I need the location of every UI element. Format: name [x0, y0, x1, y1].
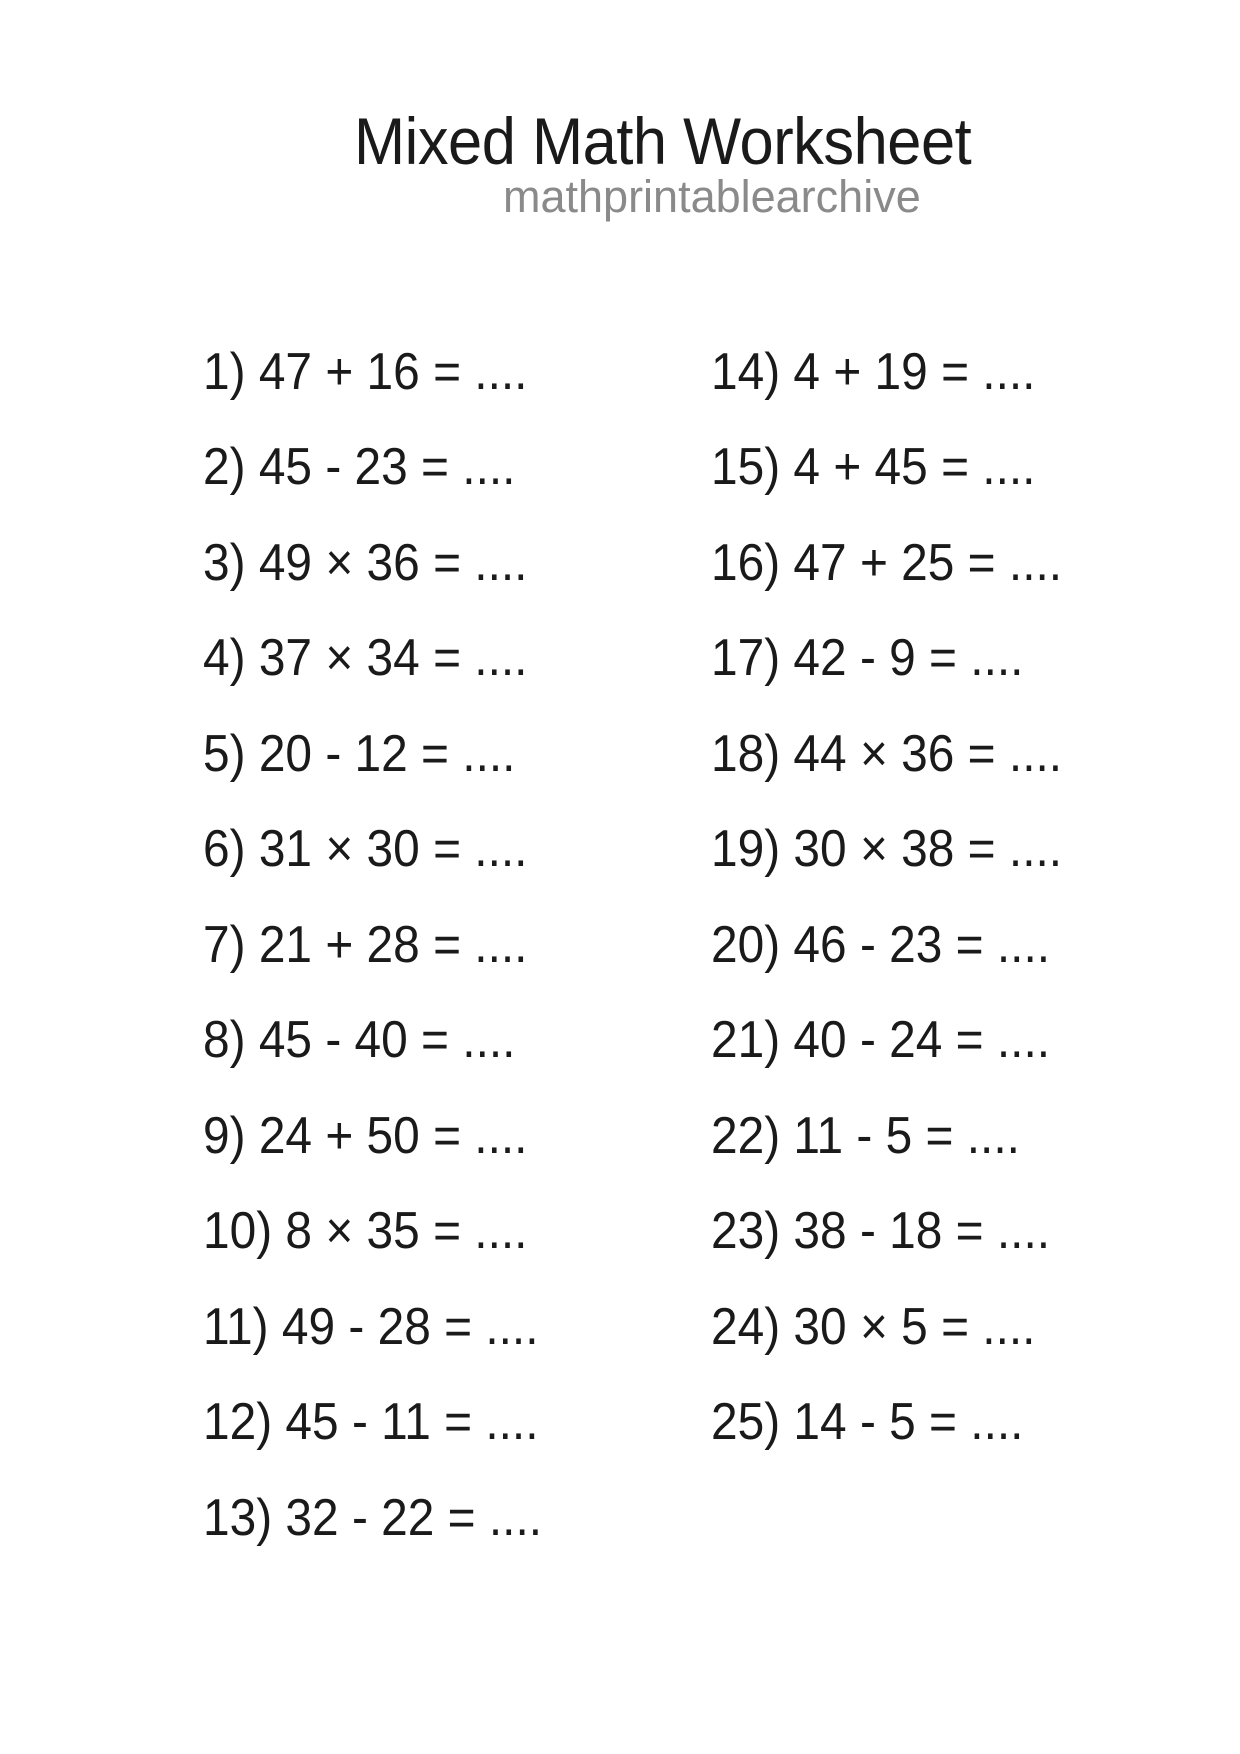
- problem-row-20: 20) 46 - 23 = ....: [711, 915, 1051, 974]
- problem-row-15: 15) 4 + 45 = ....: [711, 438, 1036, 497]
- problem-row-4: 4) 37 × 34 = ....: [203, 629, 528, 688]
- problem-row-19: 19) 30 × 38 = ....: [711, 820, 1063, 879]
- problem-row-13: 13) 32 - 22 = ....: [203, 1488, 543, 1547]
- problem-row-16: 16) 47 + 25 = ....: [711, 533, 1063, 592]
- problems-column-left: [203, 324, 542, 1566]
- problem-row-6: 6) 31 × 30 = ....: [203, 820, 528, 879]
- problem-row-11: 11) 49 - 28 = ....: [203, 1297, 539, 1356]
- problem-row-24: 24) 30 × 5 = ....: [711, 1297, 1036, 1356]
- page-subtitle: mathprintablearchive: [503, 171, 921, 222]
- problem-row-23: 23) 38 - 18 = ....: [711, 1202, 1051, 1261]
- problem-row-18: 18) 44 × 36 = ....: [711, 724, 1063, 783]
- problem-row-5: 5) 20 - 12 = ....: [203, 724, 516, 783]
- problem-row-8: 8) 45 - 40 = ....: [203, 1011, 516, 1070]
- problem-row-14: 14) 4 + 19 = ....: [711, 342, 1036, 401]
- page-title: Mixed Math Worksheet: [354, 104, 972, 178]
- problem-row-25: 25) 14 - 5 = ....: [711, 1393, 1024, 1452]
- problem-row-12: 12) 45 - 11 = ....: [203, 1393, 539, 1452]
- problems-column-right: [711, 324, 1062, 1470]
- problem-row-3: 3) 49 × 36 = ....: [203, 533, 528, 592]
- problem-row-21: 21) 40 - 24 = ....: [711, 1011, 1051, 1070]
- problem-row-9: 9) 24 + 50 = ....: [203, 1106, 528, 1165]
- problem-row-7: 7) 21 + 28 = ....: [203, 915, 528, 974]
- problem-row-17: 17) 42 - 9 = ....: [711, 629, 1024, 688]
- problem-row-22: 22) 11 - 5 = ....: [711, 1106, 1020, 1165]
- problem-row-1: 1) 47 + 16 = ....: [203, 342, 528, 401]
- problem-row-10: 10) 8 × 35 = ....: [203, 1202, 528, 1261]
- problem-row-2: 2) 45 - 23 = ....: [203, 438, 516, 497]
